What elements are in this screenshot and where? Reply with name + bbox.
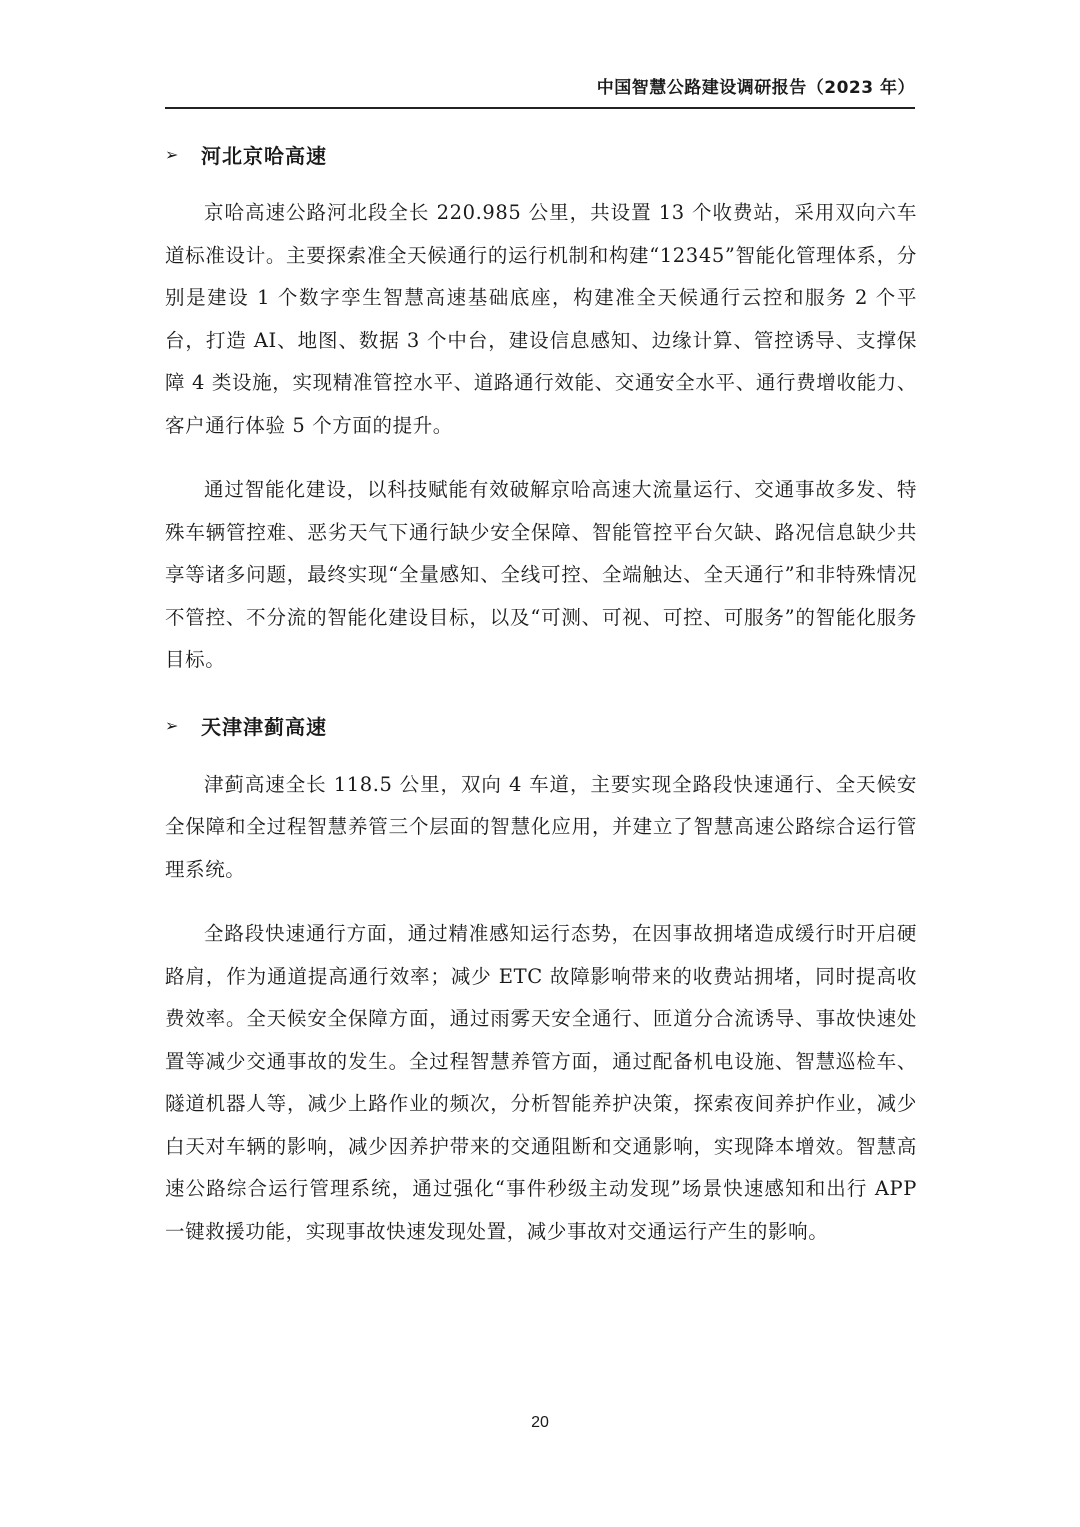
section-title: 天津津蓟高速 [201,715,327,739]
section-heading-hebei [165,132,917,176]
running-header: 中国智慧公路建设调研报告（2023 年） [596,78,915,98]
header-rule [165,107,915,109]
section-title: 河北京哈高速 [201,143,327,168]
paragraph: 京哈高速公路河北段全长 220.985 公里，共设置 13 个收费站，采用双向六车道标准设计。主要探索准全天候通行的运行机制和构建“12345”智能化管理体系，分别是建设 1 个数字孪生智慧高速基础底座，构建准全天候通行云控和服务 2 个平台，打造 AI、地图、数据 3 个中台，建设信息感知、边缘计算、管控诱导、支撑保障 4 类设施，实现精准管控水平、道路通行效能、交通安全水平、通行费增收能力、客户通行体验 5 个方面的提升。 [165,201,917,437]
paragraph: 津蓟高速全长 118.5 公里，双向 4 车道，主要实现全路段快速通行、全天候安全保障和全过程智慧养管三个层面的智慧化应用，并建立了智慧高速公路综合运行管理系统。 [165,772,917,881]
section-heading-tianjin [165,704,917,748]
arrow-bullet-icon: ➢ [165,716,180,735]
paragraph: 全路段快速通行方面，通过精准感知运行态势，在因事故拥堵造成缓行时开启硬路肩，作为通道提高通行效率；减少 ETC 故障影响带来的收费站拥堵，同时提高收费效率。全天候安全保障方面，通过雨雾天安全通行、匝道分合流诱导、事故快速处置等减少交通事故的发生。全过程智慧养管方面，通过配备机电设施、智慧巡检车、隧道机器人等，减少上路作业的频次，分析智能养护决策，探索夜间养护作业，减少白天对车辆的影响，减少因养护带来的交通阻断和交通影响，实现降本增效。智慧高速公路综合运行管理系统，通过强化“事件秒级主动发现”场景快速感知和出行 APP 一键救援功能，实现事故快速发现处置，减少事故对交通运行产生的影响。 [165,922,917,1243]
arrow-bullet-icon: ➢ [165,144,180,164]
page-content [165,132,917,1253]
paragraph: 通过智能化建设，以科技赋能有效破解京哈高速大流量运行、交通事故多发、特殊车辆管控难、恶劣天气下通行缺少安全保障、智能管控平台欠缺、路况信息缺少共享等诸多问题，最终实现“全量感知、全线可控、全端触达、全天通行”和非特殊情况不管控、不分流的智能化建设目标，以及“可测、可视、可控、可服务”的智能化服务目标。 [165,478,917,671]
page-number: 20 [531,1414,549,1431]
